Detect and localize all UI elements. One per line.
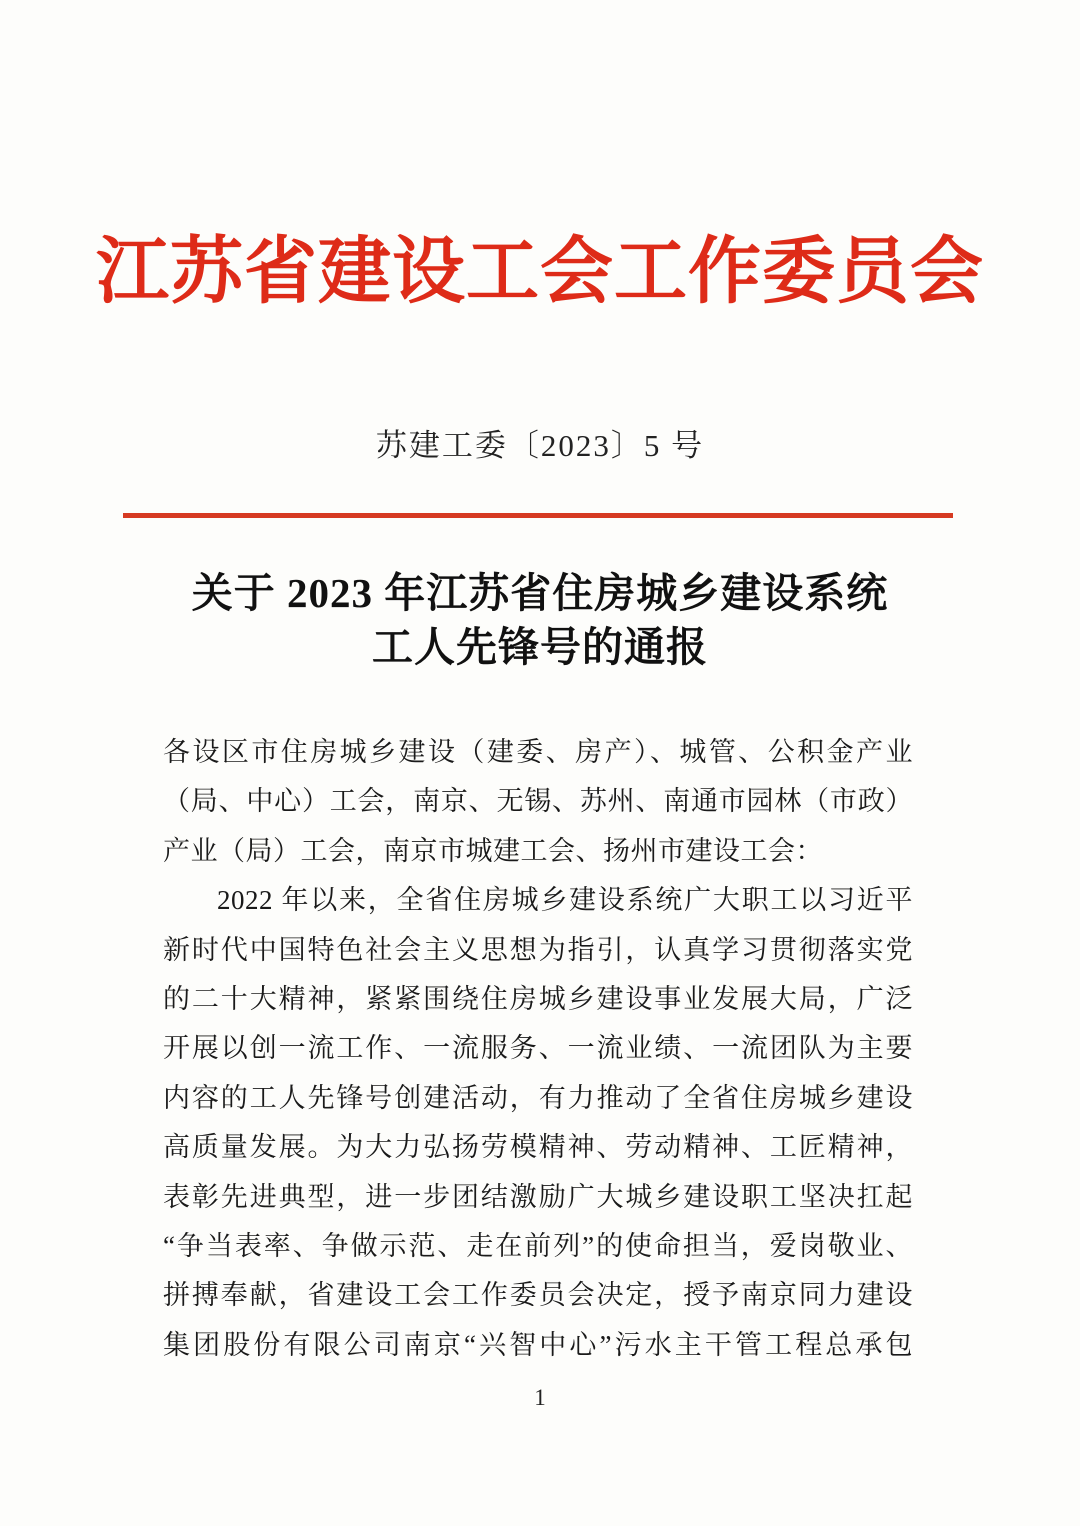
red-divider-rule: [123, 513, 953, 518]
body-line: 新时代中国特色社会主义思想为指引，认真学习贯彻落实党: [163, 934, 913, 965]
document-title: [0, 566, 1080, 674]
body-line: 产业（局）工会，南京市城建工会、扬州市建设工会：: [163, 835, 823, 866]
body-line: 高质量发展。为大力弘扬劳模精神、劳动精神、工匠精神，: [163, 1132, 913, 1163]
document-title-line-2: 工人先锋号的通报: [372, 624, 708, 670]
body-line: “争当表率、争做示范、走在前列”的使命担当，爱岗敬业、: [163, 1230, 913, 1261]
body-line: 集团股份有限公司南京“兴智中心”污水主干管工程总承包: [163, 1329, 913, 1360]
page-number: 1: [534, 1385, 546, 1410]
body-line: 各设区市住房城乡建设（建委、房产）、城管、公积金产业: [163, 737, 913, 767]
document-title-line-1: 关于 2023 年江苏省住房城乡建设系统: [191, 570, 889, 616]
body-line: 的二十大精神，紧紧围绕住房城乡建设事业发展大局，广泛: [163, 983, 913, 1014]
body-line: 表彰先进典型，进一步团结激励广大城乡建设职工坚决扛起: [163, 1181, 913, 1212]
document-body: [163, 728, 913, 1370]
letterhead-title: 江苏省建设工会工作委员会: [96, 231, 984, 312]
body-line: 开展以创一流工作、一流服务、一流业绩、一流团队为主要: [163, 1033, 913, 1064]
body-line: 内容的工人先锋号创建活动，有力推动了全省住房城乡建设: [163, 1082, 913, 1113]
body-line: 拼搏奉献，省建设工会工作委员会决定，授予南京同力建设: [163, 1280, 913, 1311]
body-line: （局、中心）工会，南京、无锡、苏州、南通市园林（市政）: [163, 786, 913, 817]
document-number: 苏建工委〔2023〕5 号: [375, 428, 705, 463]
body-line: 2022 年以来，全省住房城乡建设系统广大职工以习近平: [217, 885, 913, 916]
